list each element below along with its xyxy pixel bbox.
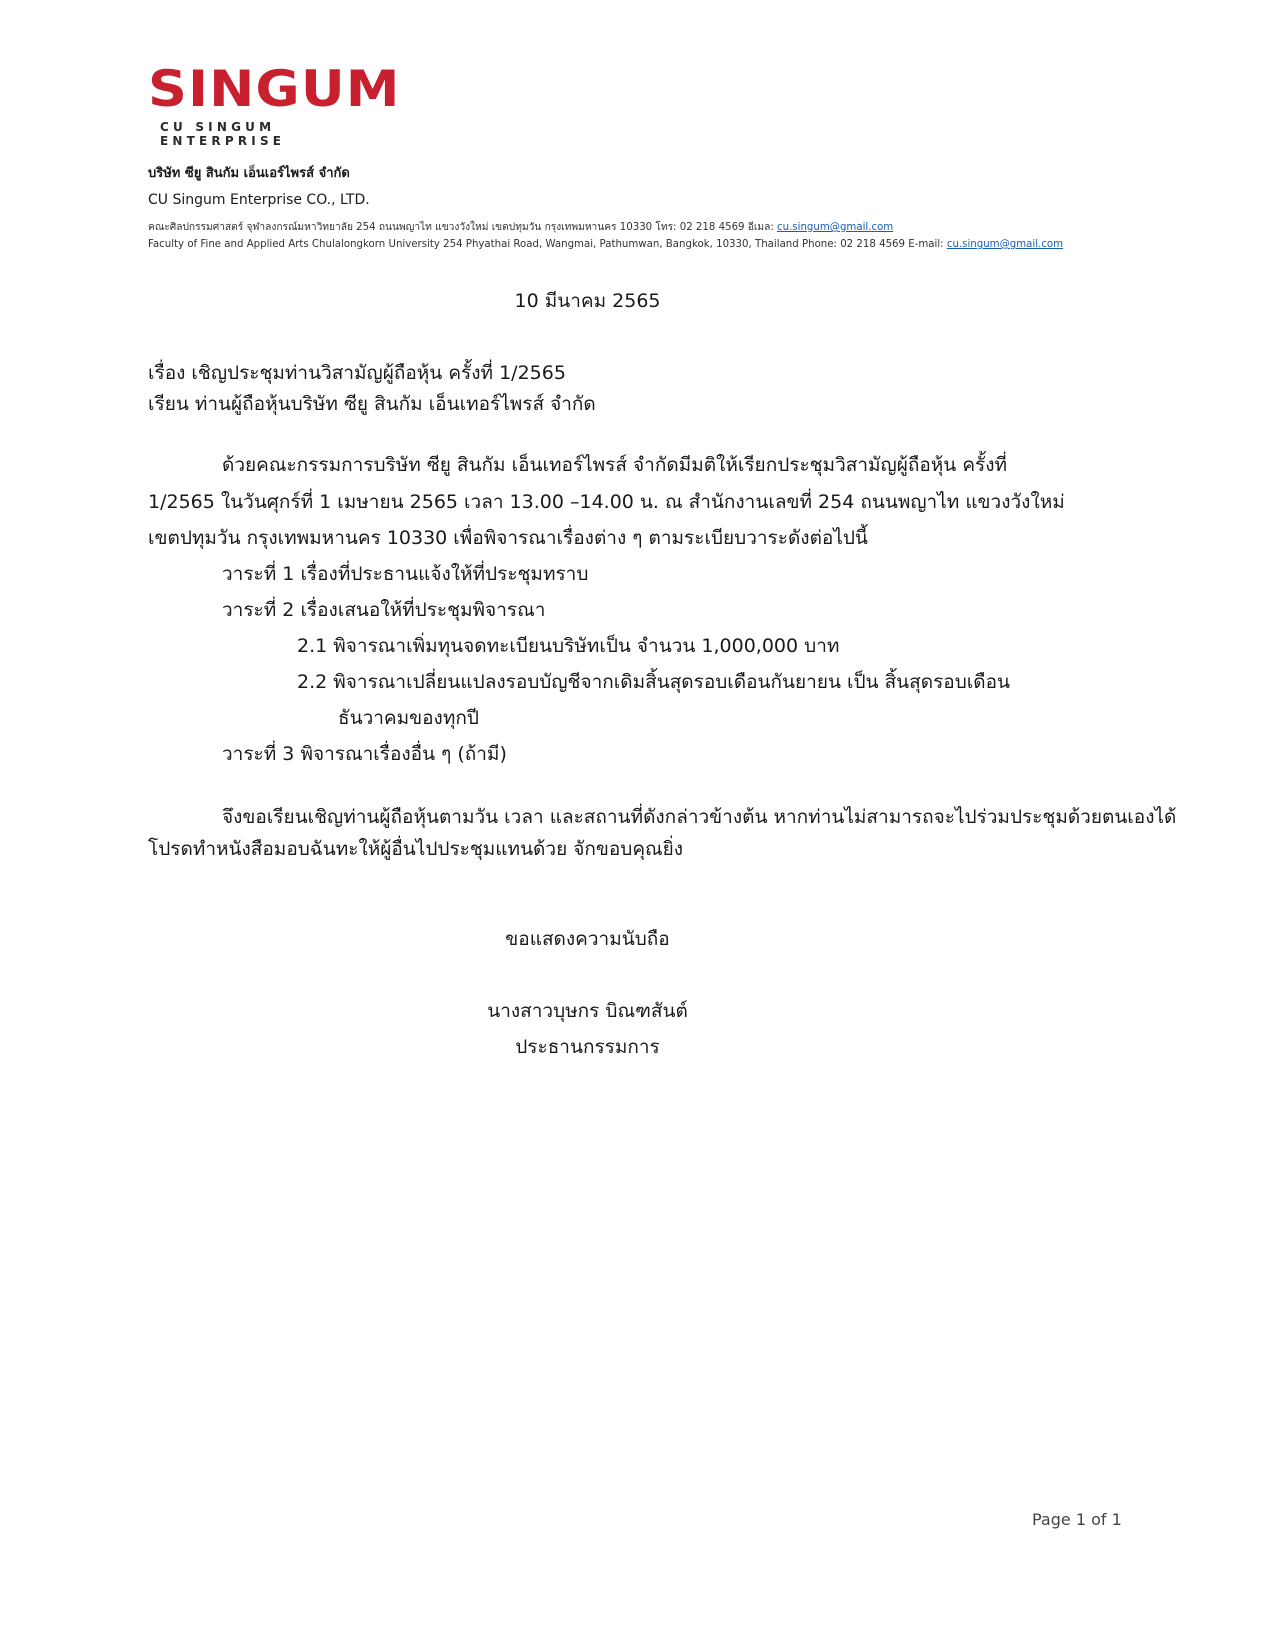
address-english-text: Faculty of Fine and Applied Arts Chulalongkorn University 254 Phyathai Road, Wangmai, Pathumwan, Bangkok, 10330, Thailand Phone: 02 218 4569 E-mail: (148, 239, 947, 250)
paragraph-1-line-2: 1/2565 ในวันศุกร์ที่ 1 เมษายน 2565 เวลา 13.00 –14.00 น. ณ สำนักงานเลขที่ 254 ถนนพญาไท แขวงวังใหม่ (148, 491, 1065, 513)
company-name-thai: บริษัท ซียู สินกัม เอ็นเอร์ไพรส์ จำกัด (148, 166, 350, 181)
paragraph-2-line-1: จึงขอเรียนเชิญท่านผู้ถือหุ้นตามวัน เวลา และสถานที่ดังกล่าวข้างต้น หากท่านไม่สามารถจะไปร่วมประชุมด้วยตนเองได้ (222, 806, 1177, 828)
agenda-item-2-2-line-1: 2.2 พิจารณาเปลี่ยนแปลงรอบบัญชีจากเดิมสิ้นสุดรอบเดือนกันยายน เป็น สิ้นสุดรอบเดือน (297, 671, 1011, 693)
address-thai-text: คณะศิลปกรรมศาสตร์ จุฬาลงกรณ์มหาวิทยาลัย 254 ถนนพญาไท แขวงวังใหม่ เขตปทุมวัน กรุงเทพมหานคร 10330 โทร: 02 218 4569 อีเมล: (148, 222, 778, 233)
letter-subject: เรื่อง เชิญประชุมท่านวิสามัญผู้ถือหุ้น ครั้งที่ 1/2565 (148, 362, 566, 384)
page-number: Page 1 of 1 (1032, 1510, 1122, 1529)
company-name-english: CU Singum Enterprise CO., LTD. (148, 192, 370, 208)
address-thai (148, 219, 893, 235)
letter-date: 10 มีนาคม 2565 (514, 290, 661, 312)
paragraph-2-line-2: โปรดทำหนังสือมอบฉันทะให้ผู้อื่นไปประชุมแทนด้วย จักขอบคุณยิ่ง (148, 838, 684, 860)
address-english (148, 239, 1063, 250)
company-logo (148, 60, 401, 148)
agenda-item-2-2-line-2: ธันวาคมของทุกปี (338, 707, 479, 729)
logo-wordmark: SINGUM (148, 60, 401, 118)
paragraph-1-line-3: เขตปทุมวัน กรุงเทพมหานคร 10330 เพื่อพิจารณาเรื่องต่าง ๆ ตามระเบียบวาระดังต่อไปนี้ (148, 527, 868, 549)
letter-recipient: เรียน ท่านผู้ถือหุ้นบริษัท ซียู สินกัม เอ็นเทอร์ไพรส์ จำกัด (148, 393, 596, 415)
email-link-thai[interactable]: cu.singum@gmail.com (777, 222, 894, 233)
agenda-item-2: วาระที่ 2 เรื่องเสนอให้ที่ประชุมพิจารณา (222, 599, 546, 621)
signer-name: นางสาวบุษกร บิณฑสันต์ (487, 1000, 688, 1022)
logo-tagline: CU SINGUM ENTERPRISE (160, 120, 286, 148)
agenda-item-2-1: 2.1 พิจารณาเพิ่มทุนจดทะเบียนบริษัทเป็น จำนวน 1,000,000 บาท (297, 635, 840, 657)
signer-title: ประธานกรรมการ (515, 1036, 660, 1058)
paragraph-1-line-1: ด้วยคณะกรรมการบริษัท ซียู สินกัม เอ็นเทอร์ไพรส์ จำกัดมีมติให้เรียกประชุมวิสามัญผู้ถือหุ้น ครั้งที่ (222, 454, 1008, 476)
closing-salutation: ขอแสดงความนับถือ (505, 928, 670, 950)
agenda-item-3: วาระที่ 3 พิจารณาเรื่องอื่น ๆ (ถ้ามี) (222, 743, 507, 765)
agenda-item-1: วาระที่ 1 เรื่องที่ประธานแจ้งให้ที่ประชุมทราบ (222, 563, 589, 585)
email-link-english[interactable]: cu.singum@gmail.com (946, 239, 1064, 250)
